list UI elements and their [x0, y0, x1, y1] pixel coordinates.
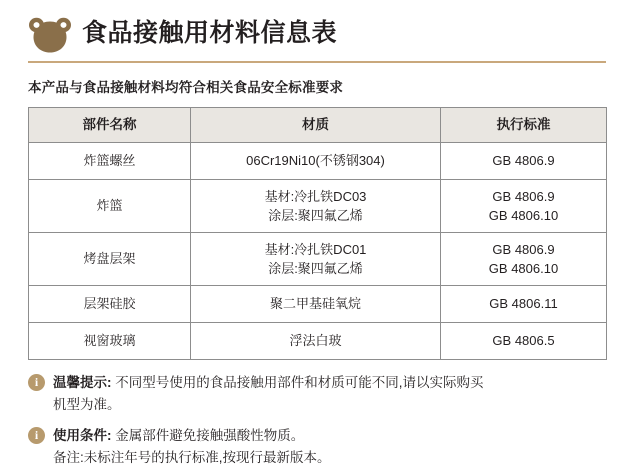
cell-material-line: 涂层:聚四氟乙烯 — [268, 208, 363, 223]
table-row — [29, 180, 607, 233]
cell-standard — [441, 180, 607, 233]
note-item — [28, 425, 604, 468]
cell-material: 浮法白玻 — [191, 323, 441, 360]
page-header — [26, 14, 604, 54]
cell-standard-line: GB 4806.9 — [492, 188, 555, 204]
info-icon: i — [28, 374, 45, 391]
column-header-material: 材质 — [191, 108, 441, 143]
table-row — [29, 143, 607, 180]
table-row — [29, 323, 607, 360]
cell-material: 聚二甲基硅氧烷 — [191, 286, 441, 323]
column-header-standard: 执行标准 — [441, 108, 607, 143]
material-spec-table — [28, 107, 607, 360]
note-label: 使用条件: — [53, 427, 112, 443]
cell-part-name: 层架硅胶 — [29, 286, 191, 323]
title-divider — [28, 61, 606, 63]
note-line: 备注:未标注年号的执行标准,按现行最新版本。 — [53, 449, 331, 465]
subtitle: 本产品与食品接触材料均符合相关食品安全标准要求 — [28, 80, 344, 95]
note-body — [53, 425, 331, 468]
table-row — [29, 233, 607, 286]
note-label: 温馨提示: — [53, 375, 112, 390]
cell-standard-line: GB 4806.10 — [488, 208, 559, 223]
cell-standard: GB 4806.9 — [441, 143, 607, 180]
note-line: 机型为准。 — [53, 396, 121, 412]
page-title: 食品接触用材料信息表 — [82, 19, 338, 48]
notes-section — [28, 372, 604, 468]
cell-material — [191, 233, 441, 286]
cell-material-line: 基材:冷扎铁DC03 — [264, 188, 367, 204]
cell-standard-line: GB 4806.10 — [488, 261, 559, 276]
note-body — [53, 372, 484, 416]
cell-material-line: 涂层:聚四氟乙烯 — [268, 261, 363, 276]
cell-material-line: 基材:冷扎铁DC01 — [264, 241, 367, 257]
cell-standard-line: GB 4806.9 — [492, 241, 555, 257]
cell-material — [191, 180, 441, 233]
bear-head-icon — [28, 15, 72, 55]
table-row — [29, 286, 607, 323]
cell-standard: GB 4806.11 — [441, 286, 607, 323]
cell-standard — [441, 233, 607, 286]
cell-part-name: 炸篮螺丝 — [29, 143, 191, 180]
note-line: 金属部件避免接触强酸性物质。 — [115, 427, 305, 443]
cell-part-name: 视窗玻璃 — [29, 323, 191, 360]
table-header-row — [29, 108, 607, 143]
cell-part-name: 烤盘层架 — [29, 233, 191, 286]
info-icon: i — [28, 427, 45, 444]
cell-part-name: 炸篮 — [29, 180, 191, 233]
note-line: 不同型号使用的食品接触用部件和材质可能不同,请以实际购买 — [115, 375, 484, 390]
cell-material: 06Cr19Ni10(不锈钢304) — [191, 143, 441, 180]
note-item — [28, 372, 604, 416]
cell-standard: GB 4806.5 — [441, 323, 607, 360]
column-header-part-name: 部件名称 — [29, 108, 191, 143]
